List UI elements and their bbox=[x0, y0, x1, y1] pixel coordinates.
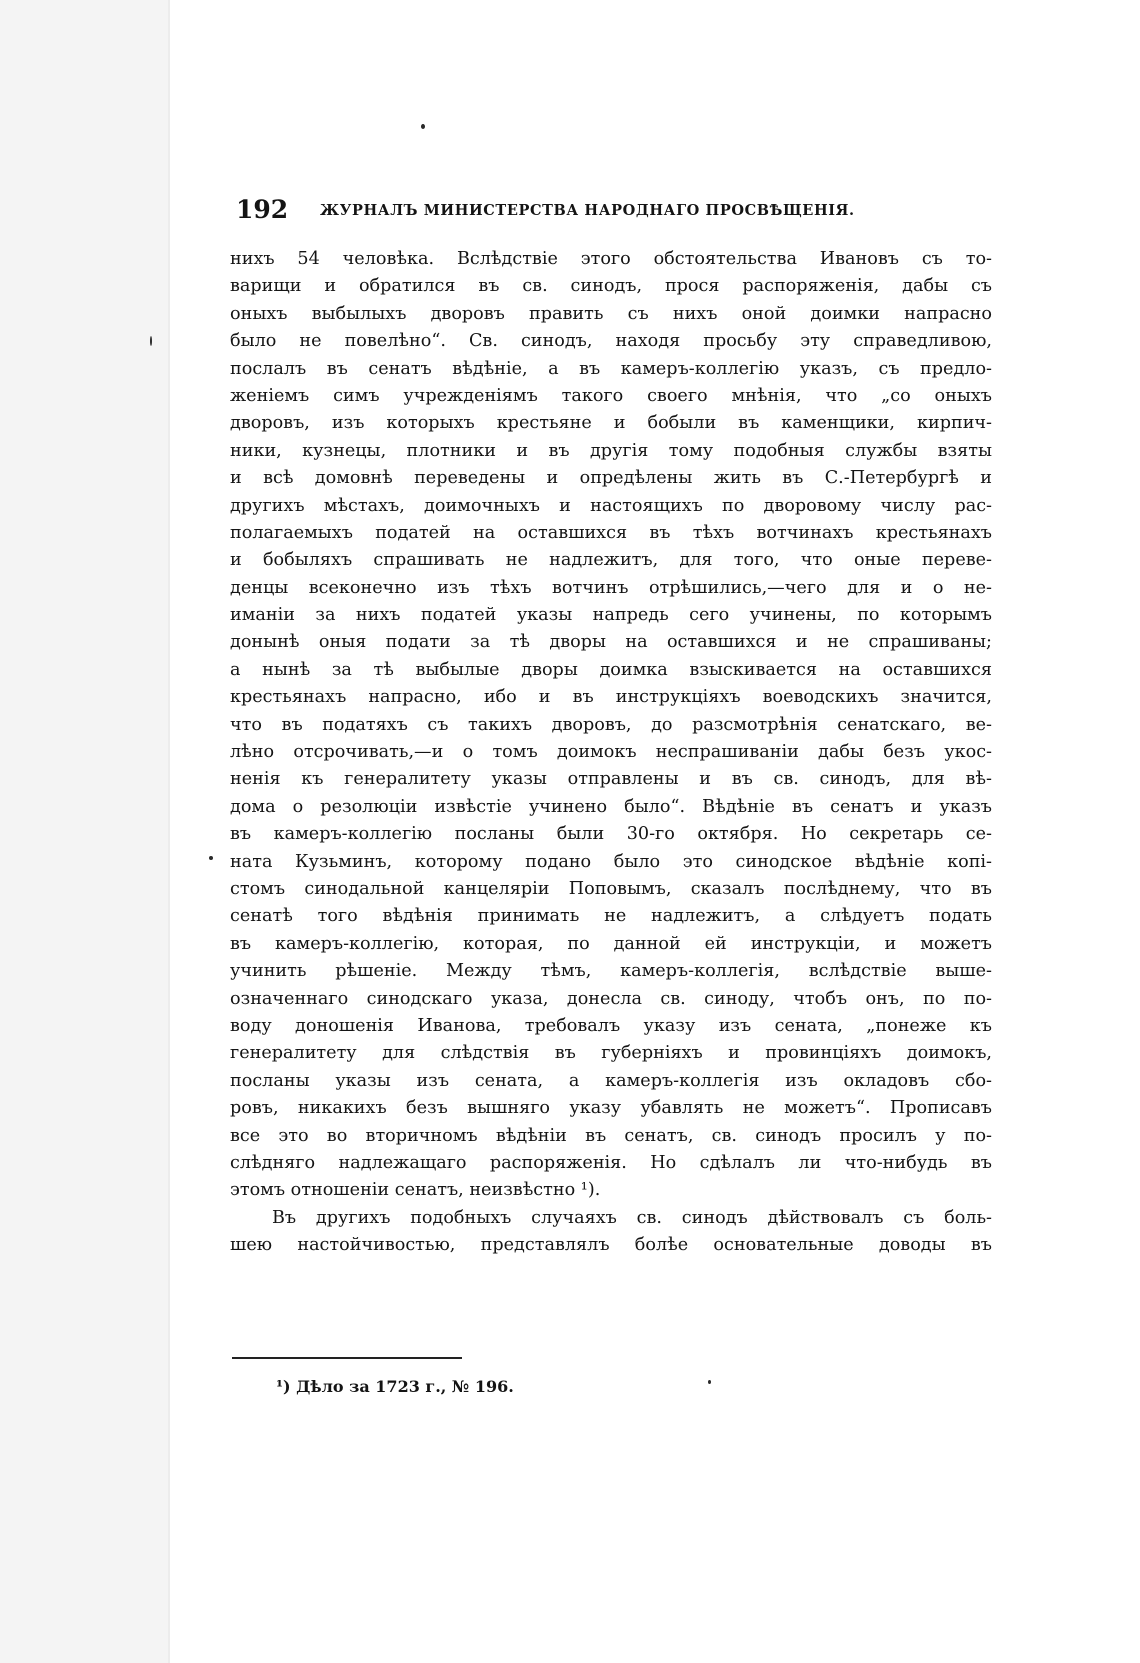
text-line: сенатѣ того вѣдѣнія принимать не надлежитъ, а слѣдуетъ подать bbox=[230, 906, 992, 927]
text-line: и бобыляхъ спрашивать не надлежитъ, для того, что оные переве- bbox=[230, 550, 992, 571]
text-line: стомъ синодальной канцеляріи Поповымъ, сказалъ послѣднему, что въ bbox=[230, 878, 992, 899]
text-line: а нынѣ за тѣ выбылые дворы доимка взыскивается на оставшихся bbox=[230, 659, 992, 680]
footnote-rule bbox=[232, 1357, 462, 1359]
text-line: посланы указы изъ сената, а камеръ-коллегія изъ окладовъ сбо- bbox=[230, 1070, 992, 1091]
text-line: ровъ, никакихъ безъ вышняго указу убавлять не можетъ“. Прописавъ bbox=[230, 1098, 992, 1119]
text-line: донынѣ оныя подати за тѣ дворы на оставшихся и не спрашиваны; bbox=[230, 632, 992, 653]
text-line: дома о резолюціи извѣстіе учинено было“. Вѣдѣніе въ сенатъ и указъ bbox=[230, 796, 992, 817]
text-line: означеннаго синодскаго указа, донесла св. синоду, чтобъ онъ, по по- bbox=[230, 988, 992, 1009]
text-line: иманіи за нихъ податей указы напредь сего учинены, по которымъ bbox=[230, 605, 992, 626]
text-line: женіемъ симъ учрежденіямъ такого своего мнѣнія, что „со оныхъ bbox=[230, 385, 992, 406]
footnote: ¹) Дѣло за 1723 г., № 196. bbox=[276, 1377, 514, 1396]
text-line: денцы всеконечно изъ тѣхъ вотчинъ отрѣшились,—чего для и о не- bbox=[230, 577, 992, 598]
text-line: въ камеръ-коллегію посланы были 30-го октября. Но секретарь се- bbox=[230, 824, 992, 845]
scan-speck bbox=[708, 1380, 711, 1384]
text-line: лѣно отсрочивать,—и о томъ доимокъ неспрашиваніи дабы безъ укос- bbox=[230, 742, 992, 763]
scan-left-margin bbox=[0, 0, 168, 1663]
scan-speck bbox=[150, 336, 152, 346]
text-line: ники, кузнецы, плотники и въ другія тому подобныя службы взяты bbox=[230, 440, 992, 461]
text-line: другихъ мѣстахъ, доимочныхъ и настоящихъ по дворовому числу рас- bbox=[230, 495, 992, 516]
text-line: варищи и обратился въ св. синодъ, прося распоряженія, дабы съ bbox=[230, 276, 992, 297]
text-line: воду доношенія Иванова, требовалъ указу изъ сената, „понеже къ bbox=[230, 1015, 992, 1036]
text-line: въ камеръ-коллегію, которая, по данной ей инструкціи, и можетъ bbox=[230, 933, 992, 954]
text-line: было не повелѣно“. Св. синодъ, находя просьбу эту справедливою, bbox=[230, 331, 992, 352]
text-line: шею настойчивостью, представлялъ болѣе основательные доводы въ bbox=[230, 1235, 992, 1256]
text-line: все это во вторичномъ вѣдѣніи въ сенатъ, св. синодъ просилъ у по- bbox=[230, 1125, 992, 1146]
paragraph-start-line: Въ другихъ подобныхъ случаяхъ св. синодъ дѣйствовалъ съ боль- bbox=[272, 1207, 992, 1228]
text-line: учинить рѣшеніе. Между тѣмъ, камеръ-коллегія, вслѣдствіе выше- bbox=[230, 961, 992, 982]
text-line: ната Кузьминъ, которому подано было это синодское вѣдѣніе копі- bbox=[230, 851, 992, 872]
text-line: дворовъ, изъ которыхъ крестьяне и бобыли въ каменщики, кирпич- bbox=[230, 413, 992, 434]
page-number: 192 bbox=[236, 195, 289, 224]
scan-speck bbox=[421, 124, 425, 129]
text-line: послалъ въ сенатъ вѣдѣніе, а въ камеръ-коллегію указъ, съ предло- bbox=[230, 358, 992, 379]
text-line: что въ податяхъ съ такихъ дворовъ, до разсмотрѣнія сенатскаго, ве- bbox=[230, 714, 992, 735]
text-line: генералитету для слѣдствія въ губерніяхъ и провинціяхъ доимокъ, bbox=[230, 1043, 992, 1064]
text-line: нихъ 54 человѣка. Вслѣдствіе этого обстоятельства Ивановъ съ то- bbox=[230, 249, 992, 269]
body-text bbox=[230, 246, 992, 1259]
paragraph-end-line: этомъ отношеніи сенатъ, неизвѣстно ¹). bbox=[230, 1180, 601, 1201]
running-head: ЖУРНАЛЪ МИНИСТЕРСТВА НАРОДНАГО ПРОСВѢЩЕНІЯ. bbox=[320, 202, 855, 219]
text-line: крестьянахъ напрасно, ибо и въ инструкціяхъ воеводскихъ значится, bbox=[230, 687, 992, 708]
page-header bbox=[236, 190, 886, 230]
text-line: слѣдняго надлежащаго распоряженія. Но сдѣлалъ ли что-нибудь въ bbox=[230, 1152, 992, 1173]
scan-speck bbox=[209, 856, 213, 860]
text-line: оныхъ выбылыхъ дворовъ править съ нихъ оной доимки напрасно bbox=[230, 303, 992, 324]
text-line: и всѣ домовнѣ переведены и опредѣлены жить въ С.-Петербургѣ и bbox=[230, 468, 992, 489]
text-line: ненія къ генералитету указы отправлены и въ св. синодъ, для вѣ- bbox=[230, 769, 992, 790]
scan-margin-edge bbox=[168, 0, 170, 1663]
text-line: полагаемыхъ податей на оставшихся въ тѣхъ вотчинахъ крестьянахъ bbox=[230, 522, 992, 543]
